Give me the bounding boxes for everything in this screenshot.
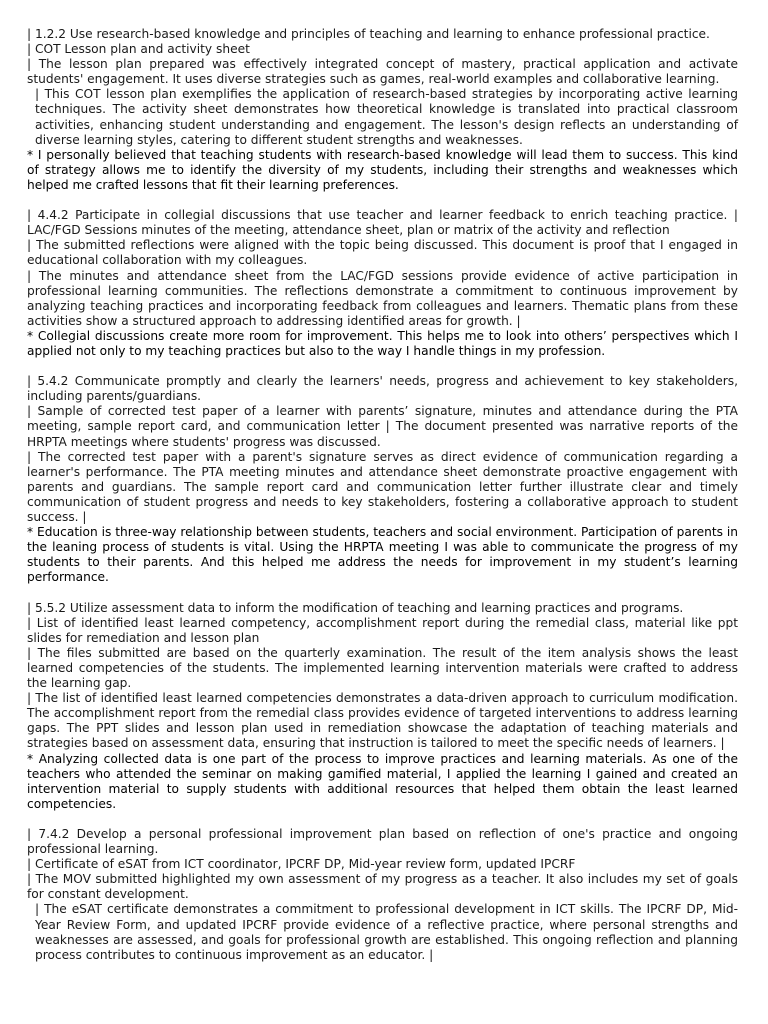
indicator-text: | 1.2.2 Use research-based knowledge and principles of teaching and learning to enhance professional practice. <box>27 27 710 41</box>
mov-text: | Certificate of eSAT from ICT coordinator, IPCRF DP, Mid-year review form, updated IPCRF <box>27 857 576 872</box>
section-7-4-2 <box>27 827 738 963</box>
description-text: | The submitted reflections were aligned with the topic being discussed. This document is proof that I engaged in educational collaboration with my colleagues. <box>27 238 738 268</box>
indicator-text: | 5.4.2 Communicate promptly and clearly the learners' needs, progress and achievement to key stakeholders, including parents/guardians. <box>27 374 738 404</box>
reflection-text: * Collegial discussions create more room for improvement. This helps me to look into others’ perspectives which I applied not only to my teaching practices but also to the way I handle things in my profession. <box>27 328 738 358</box>
mov-text: | List of identified least learned competency, accomplishment report during the remedial class, material like ppt slides for remediation and lesson plan <box>27 615 738 645</box>
section-5-5-2 <box>27 601 738 812</box>
reflection-text: * I personally believed that teaching students with research-based knowledge will lead them to success. This kind of strategy allows me to identify the diversity of my students, including their strengths and weaknesses which helped me crafted lessons that fit their learning preferences. <box>27 147 738 192</box>
section-5-4-2 <box>27 374 738 585</box>
annotation-text: | The list of identified least learned competencies demonstrates a data-driven approach to curriculum modification. The accomplishment report from the remedial class provides evidence of targeted interventions to address learning gaps. The PPT slides and lesson plan used in remediation showcase the adaptation of teaching materials and strategies based on assessment data, ensuring that instruction is tailored to meet the specific needs of learners. | <box>27 691 738 751</box>
section-1-2-2 <box>27 27 738 193</box>
reflection-text: * Education is three-way relationship between students, teachers and social environment. Participation of parents in the leaning process of students is vital. Using the HRPTA meeting I was able to communicate the progress of my students to their parents. And this helped me address the needs for improvement in my student’s learning performance. <box>27 525 738 585</box>
indicator-text: | 5.5.2 Utilize assessment data to inform the modification of teaching and learning practices and programs. <box>27 600 684 615</box>
annotation-text: | The eSAT certificate demonstrates a commitment to professional development in ICT skills. The IPCRF DP, Mid-Year Review Form, and updated IPCRF provide evidence of a reflective practice, where personal strengths and weaknesses are assessed, and goals for professional growth are established. This ongoing reflection and planning process contributes to continuous improvement as an educator. | <box>35 902 738 962</box>
reflection-text: * Analyzing collected data is one part of the process to improve practices and learning materials. As one of the teachers who attended the seminar on making gamified material, I applied the learning I gained and created an intervention material to supply students with additional resources that helped them obtain the least learned competencies. <box>27 751 738 811</box>
description-text: | The MOV submitted highlighted my own assessment of my progress as a teacher. It also includes my set of goals for constant development. <box>27 872 738 902</box>
mov-text: | COT Lesson plan and activity sheet <box>27 42 250 57</box>
description-text: | The lesson plan prepared was effectively integrated concept of mastery, practical application and activate students' engagement. It uses diverse strategies such as games, real-world examples and collaborative learning. <box>27 57 738 87</box>
indicator-text: | 4.4.2 Participate in collegial discussions that use teacher and learner feedback to enrich teaching practice. | LAC/FGD Sessions minutes of the meeting, attendance sheet, plan or matrix of the activity and reflection <box>27 208 738 238</box>
description-text: | The files submitted are based on the quarterly examination. The result of the item analysis shows the least learned competencies of the students. The implemented learning intervention materials were crafted to address the learning gap. <box>27 645 738 691</box>
indicator-text: | 7.4.2 Develop a personal professional improvement plan based on reflection of one's practice and ongoing professional learning. <box>27 826 738 857</box>
document-page <box>27 27 738 963</box>
annotation-text: | This COT lesson plan exemplifies the application of research-based strategies by incorporating active learning techniques. The activity sheet demonstrates how theoretical knowledge is translated into practical classroom activities, enhancing student understanding and engagement. The lesson's design reflects an understanding of diverse learning styles, catering to different student strengths and weaknesses. <box>35 87 738 147</box>
annotation-text: | The minutes and attendance sheet from the LAC/FGD sessions provide evidence of active participation in professional learning communities. The reflections demonstrate a commitment to continuous improvement by analyzing teaching practices and incorporating feedback from colleagues and learners. Thematic plans from these activities show a structured approach to addressing identified areas for growth. | <box>27 268 738 328</box>
mov-text: | Sample of corrected test paper of a learner with parents’ signature, minutes and attendance during the PTA meeting, sample report card, and communication letter | The document presented was narrative reports of the HRPTA meetings where students' progress was discussed. <box>27 404 738 449</box>
section-4-4-2 <box>27 208 738 359</box>
annotation-text: | The corrected test paper with a parent's signature serves as direct evidence of communication regarding a learner's performance. The PTA meeting minutes and attendance sheet demonstrate proactive engagement with parents and guardians. The sample report card and communication letter further illustrate clear and timely communication of student progress and needs to key stakeholders, fostering a collaborative approach to student success. | <box>27 449 738 524</box>
